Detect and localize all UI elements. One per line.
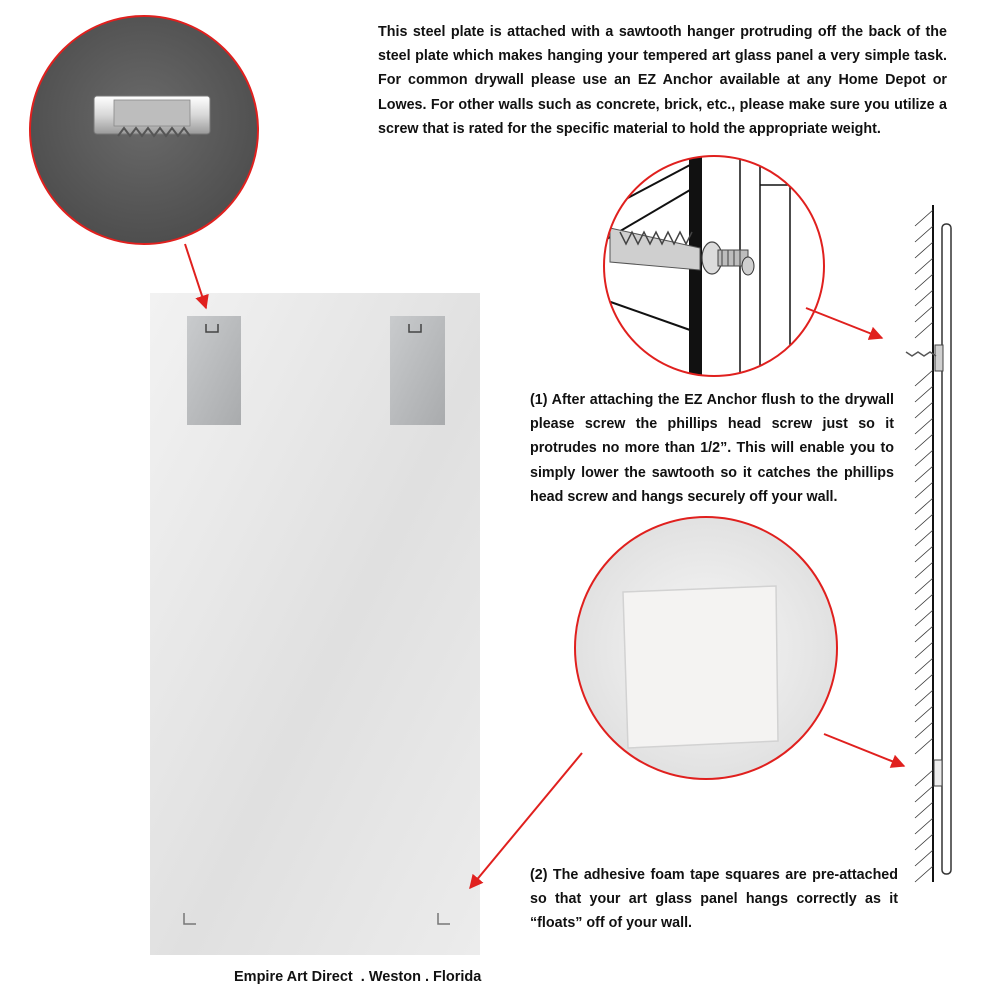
wall-side-view <box>906 205 951 882</box>
step-2-instructions: (2) The adhesive foam tape squares are pre-attached so that your art glass panel hangs correctly as it “floats” off of your wall. <box>530 867 898 932</box>
ez-anchor-closeup <box>600 150 830 382</box>
footer-credit: Empire Art Direct . Weston . Florida <box>234 969 482 985</box>
anchor-callout-arrow <box>806 308 882 338</box>
sawtooth-hanger-closeup <box>28 14 260 246</box>
foam-wall-callout-arrow <box>824 734 904 766</box>
steel-plate-description: This steel plate is attached with a sawtooth hanger protruding off the back of the steel plate which makes hanging your tempered art glass panel a very simple task. For common drywall please use an EZ Anchor available at any Home Depot or Lowes. For other walls such as concrete, brick, etc., please make sure you utilize a screw that is rated for the specific material to hold the appropriate weight. <box>378 24 947 137</box>
steel-plate-right <box>390 316 445 425</box>
steel-plate-left <box>187 316 241 425</box>
step-1-instructions: (1) After attaching the EZ Anchor flush to the drywall please screw the phillips head screw just so it protrudes no more than 1/2”. This will enable you to simply lower the sawtooth so it catches the phillips head screw and hangs securely off your wall. <box>530 392 894 505</box>
adhesive-foam-closeup <box>570 512 842 784</box>
